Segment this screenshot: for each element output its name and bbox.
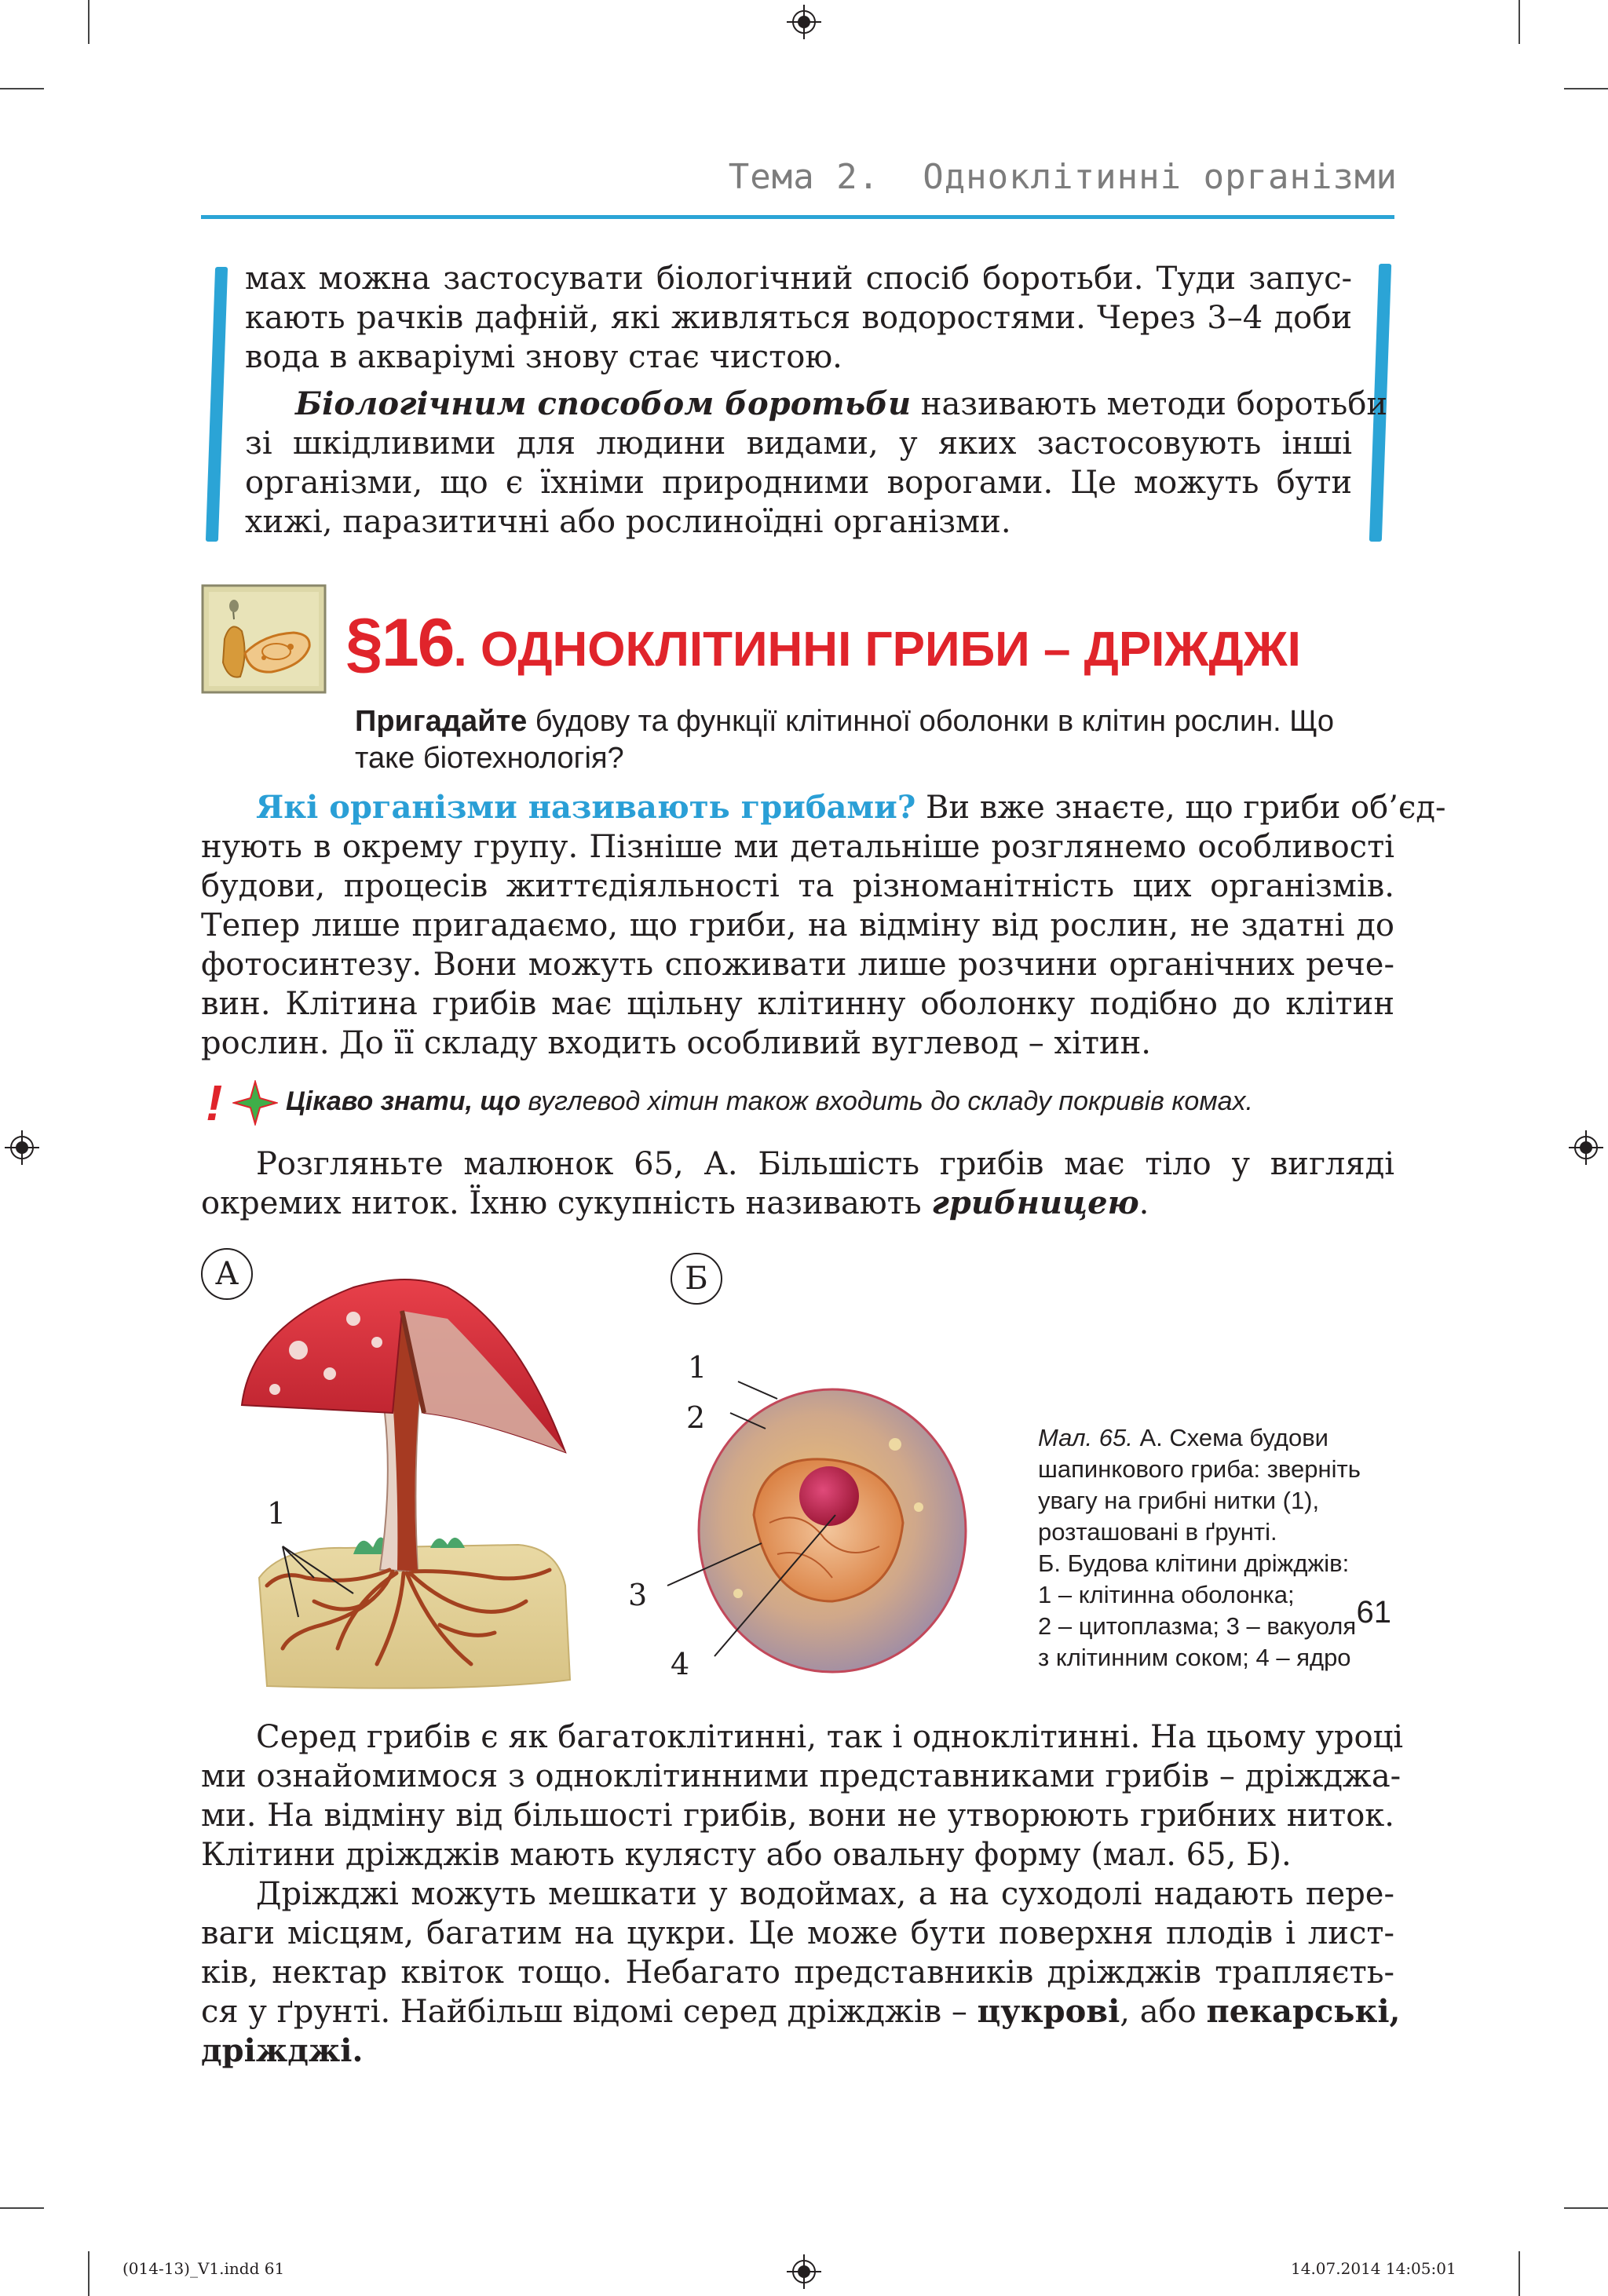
text-run: Ви вже знаєте, що гриби об’єд- bbox=[915, 790, 1446, 826]
main-paragraph bbox=[201, 788, 1446, 1063]
header-rule bbox=[201, 215, 1394, 219]
crop-mark bbox=[88, 0, 90, 44]
caption-text: Б. Будова клітини дріжджів: bbox=[1038, 1550, 1350, 1577]
crop-mark bbox=[0, 2207, 44, 2209]
text-run: окремих ниток. Їхню сукупність називають bbox=[201, 1185, 932, 1221]
text-line: ків, нектар квіток тощо. Небагато представників дріжджів трапляєть- bbox=[201, 1955, 1394, 1991]
caption-text: шапинкового гриба: зверніть bbox=[1038, 1455, 1361, 1483]
text-run: називають методи боротьби bbox=[911, 386, 1388, 422]
fact-exclamation-icon: ! bbox=[206, 1075, 223, 1131]
cell-marker-2: 2 bbox=[686, 1400, 706, 1435]
text-line: фотосинтезу. Вони можуть споживати лише розчини органічних рече- bbox=[201, 947, 1394, 983]
cell-marker-4: 4 bbox=[671, 1647, 690, 1681]
mushroom-illustration bbox=[236, 1256, 581, 1696]
figure-intro-paragraph bbox=[201, 1144, 1394, 1223]
slug-date-info: 14.07.2014 14:05:01 bbox=[1291, 2259, 1456, 2278]
caption-text: 1 – клітинна оболонка; bbox=[1038, 1581, 1295, 1608]
fact-text: вуглевод хітин також входить до складу покривів комах. bbox=[521, 1086, 1254, 1116]
figure-caption bbox=[1038, 1422, 1407, 1674]
intro-paragraph-2 bbox=[245, 385, 1388, 542]
figure-label-b: Б bbox=[671, 1253, 722, 1305]
section-illustration-icon bbox=[201, 584, 327, 694]
recall-text: будову та функції клітинної оболонки в клітин рослин. Що bbox=[527, 705, 1335, 738]
text-line: зі шкідливими для людини видами, у яких застосовують інші bbox=[245, 425, 1352, 462]
text-line: ми ознайомимося з одноклітинними представниками грибів – дріжджа- bbox=[201, 1758, 1402, 1794]
text-line: вин. Клітина грибів має щільну клітинну оболонку подібно до клітин bbox=[201, 986, 1394, 1022]
section-title: . ОДНОКЛІТИННІ ГРИБИ – ДРІЖДЖІ bbox=[453, 622, 1301, 677]
text-line bbox=[201, 1184, 1394, 1223]
caption-text: з клітинним соком; 4 – ядро bbox=[1038, 1644, 1351, 1671]
section-number: §16 bbox=[345, 605, 454, 681]
text-line: Розгляньте малюнок 65, А. Більшість грибів має тіло у вигляді bbox=[256, 1146, 1394, 1182]
text-line: будови, процесів життєдіяльності та різноманітність цих організмів. bbox=[201, 868, 1394, 904]
text-line: мах можна застосувати біологічний спосіб боротьби. Туди запус- bbox=[245, 261, 1352, 297]
crop-mark bbox=[0, 88, 44, 89]
figure-label-a: А bbox=[201, 1248, 253, 1300]
registration-mark-icon bbox=[5, 1130, 39, 1165]
crop-mark bbox=[1564, 88, 1608, 89]
caption-text: розташовані в ґрунті. bbox=[1038, 1518, 1277, 1546]
left-accent-bar bbox=[206, 267, 228, 542]
key-term: цукрові bbox=[977, 1993, 1120, 2030]
sparkle-star-icon bbox=[232, 1080, 278, 1126]
fact-lead: Цікаво знати, що bbox=[286, 1086, 521, 1116]
cell-marker-1: 1 bbox=[688, 1350, 707, 1385]
theme-title: Одноклітинні організми bbox=[923, 157, 1398, 197]
text-line bbox=[201, 2031, 1394, 2071]
registration-mark-icon bbox=[787, 5, 821, 39]
crop-mark bbox=[1564, 2207, 1608, 2209]
text-line bbox=[245, 385, 1388, 424]
key-term: Біологічним способом боротьби bbox=[295, 385, 912, 422]
slug-file-info: (014-13)_V1.indd 61 bbox=[122, 2259, 285, 2278]
caption-text: 2 – цитоплазма; 3 – вакуоля bbox=[1038, 1612, 1357, 1640]
text-run: . bbox=[1138, 1185, 1149, 1221]
key-term: грибницею bbox=[931, 1185, 1139, 1221]
text-line: Тепер лише пригадаємо, що гриби, на відміну від рослин, не здатні до bbox=[201, 907, 1394, 944]
closing-paragraph-1 bbox=[201, 1717, 1404, 1874]
recall-prompt bbox=[355, 703, 1399, 777]
text-line: ваги місцям, багатим на цукри. Це може бути поверхня плодів і лист- bbox=[201, 1915, 1394, 1951]
text-line: хижі, паразитичні або рослиноїдні організми. bbox=[245, 504, 1011, 540]
theme-dot: . bbox=[857, 157, 880, 197]
theme-label: Тема 2 bbox=[728, 157, 858, 197]
crop-mark bbox=[1518, 0, 1520, 44]
key-term: дріжджі. bbox=[201, 2032, 364, 2069]
text-line: рослин. До її складу входить особливий вуглевод – хітин. bbox=[201, 1025, 1152, 1061]
page-number: 61 bbox=[1356, 1595, 1391, 1630]
text-line: нують в окрему групу. Пізніше ми детальніше розглянемо особливості bbox=[201, 829, 1394, 865]
section-heading bbox=[345, 604, 1301, 682]
running-header bbox=[729, 157, 1398, 197]
text-line: Клітини дріжджів мають кулясту або овальну форму (мал. 65, Б). bbox=[201, 1837, 1292, 1873]
fact-note bbox=[286, 1086, 1253, 1117]
text-line: вода в акваріумі знову стає чистою. bbox=[245, 339, 842, 375]
caption-text: А. Схема будови bbox=[1132, 1424, 1328, 1451]
key-term: пекарські, bbox=[1206, 1993, 1401, 2030]
recall-text: таке біотехнологія? bbox=[355, 742, 624, 775]
crop-mark bbox=[88, 2251, 90, 2296]
registration-mark-icon bbox=[1569, 1130, 1603, 1165]
caption-text: увагу на грибні нитки (1), bbox=[1038, 1487, 1320, 1514]
crop-mark bbox=[1518, 2251, 1520, 2296]
text-line bbox=[201, 1992, 1401, 2031]
registration-mark-icon bbox=[787, 2254, 821, 2289]
text-line: Дріжджі можуть мешкати у водоймах, а на суходолі надають пере- bbox=[256, 1876, 1394, 1912]
text-line: ми. На відміну від більшості грибів, вони не утворюють грибних ниток. bbox=[201, 1798, 1394, 1834]
text-line: Серед грибів є як багатоклітинні, так і одноклітинні. На цьому уроці bbox=[256, 1719, 1404, 1755]
recall-lead: Пригадайте bbox=[355, 705, 528, 738]
text-line bbox=[201, 788, 1446, 827]
caption-label: Мал. 65. bbox=[1038, 1424, 1133, 1451]
closing-paragraph-2 bbox=[201, 1874, 1401, 2071]
text-run: , або bbox=[1120, 1994, 1207, 2030]
intro-paragraph-1 bbox=[245, 259, 1352, 377]
mushroom-marker: 1 bbox=[267, 1496, 287, 1531]
cell-marker-3: 3 bbox=[628, 1578, 648, 1612]
question-term: Які організми називають грибами? bbox=[256, 789, 916, 826]
text-run: ся у ґрунті. Найбільш відомі серед дріжджів – bbox=[201, 1994, 978, 2030]
text-line: кають рачків дафній, які живляться водоростями. Через 3–4 доби bbox=[245, 300, 1352, 336]
text-line: організми, що є їхніми природними ворогами. Це можуть бути bbox=[245, 465, 1352, 501]
